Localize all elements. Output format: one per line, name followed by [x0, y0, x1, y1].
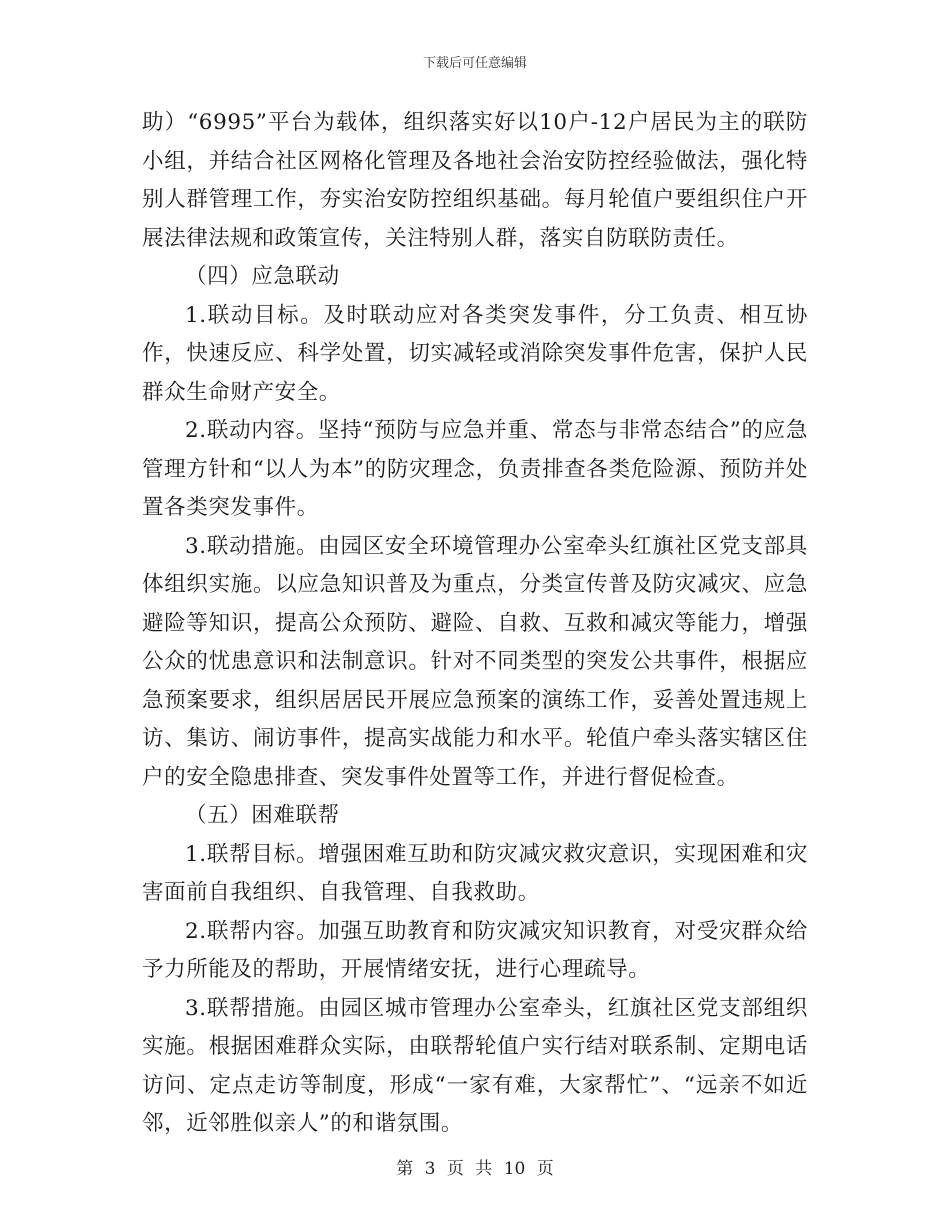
paragraph-assistance-goal: 1.联帮目标。增强困难互助和防灾减灾救灾意识，实现困难和灾害面前自我组织、自我管理、自我救助。	[142, 841, 808, 905]
paragraph-linkage-goal: 1.联动目标。及时联动应对各类突发事件，分工负责、相互协作，快速反应、科学处置，切实减轻或消除突发事件危害，保护人民群众生命财产安全。	[142, 302, 808, 405]
paragraph-continuation: 助）“6995”平台为载体，组织落实好以10户-12户居民为主的联防小组，并结合社区网格化管理及各地社会治安防控经验做法，强化特别人群管理工作，夯实治安防控组织基础。每月轮值户要组织住户开展法律法规和政策宣传，关注特别人群，落实自防联防责任。	[142, 110, 808, 251]
document-body	[142, 104, 808, 1144]
paragraph-assistance-measures: 3.联帮措施。由园区城市管理办公室牵头，红旗社区党支部组织实施。根据困难群众实际，由联帮轮值户实行结对联系制、定期电话访问、定点走访等制度，形成“一家有难，大家帮忙”、“远亲不如近邻，近邻胜似亲人”的和谐氛围。	[142, 995, 808, 1136]
section-heading-emergency-linkage: （四）应急联动	[185, 264, 340, 289]
paragraph-assistance-content: 2.联帮内容。加强互助教育和防灾减灾知识教育，对受灾群众给予力所能及的帮助，开展情绪安抚，进行心理疏导。	[142, 918, 808, 982]
paragraph-linkage-content: 2.联动内容。坚持“预防与应急并重、常态与非常态结合”的应急管理方针和“以人为本”的防灾理念，负责排查各类危险源、预防并处置各类突发事件。	[142, 418, 808, 520]
section-heading-hardship-assistance: （五）困难联帮	[185, 803, 340, 828]
page-header-note: 下载后可任意编辑	[422, 56, 527, 71]
paragraph-linkage-measures: 3.联动措施。由园区安全环境管理办公室牵头红旗社区党支部具体组织实施。以应急知识普及为重点，分类宣传普及防灾减灾、应急避险等知识，提高公众预防、避险、自救、互救和减灾等能力，增强公众的忧患意识和法制意识。针对不同类型的突发公共事件，根据应急预案要求，组织居居民开展应急预案的演练工作，妥善处置违规上访、集访、闹访事件，提高实战能力和水平。轮值户牵头落实辖区住户的安全隐患排查、突发事件处置等工作，并进行督促检查。	[142, 533, 808, 790]
page-number: 第 3 页 共 10 页	[396, 1159, 554, 1179]
